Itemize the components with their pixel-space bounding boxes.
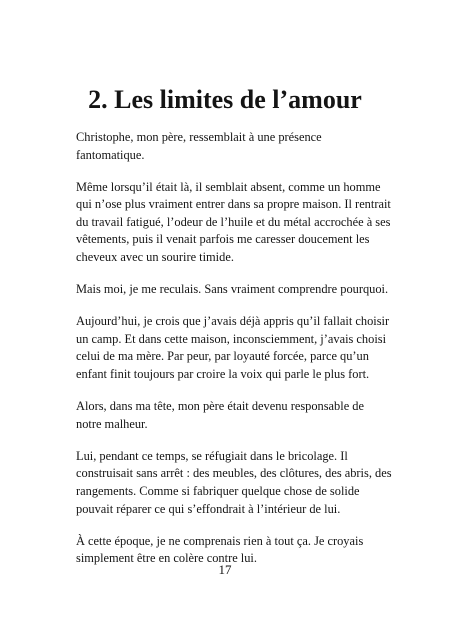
paragraph: Même lorsqu’il était là, il semblait absent, comme un homme qui n’ose plus vraiment entrer dans sa propre maison. Il rentrait du travail fatigué, l’odeur de l’huile et du métal accrochée à ses vêtements, puis il venait parfois me caresser doucement les cheveux avec un sourire timide. bbox=[76, 179, 391, 265]
page-number: 17 bbox=[218, 562, 232, 577]
paragraph: Aujourd’hui, je crois que j’avais déjà appris qu’il fallait choisir un camp. Et dans cette maison, inconsciemment, j’avais choisi celui de ma mère. Par peur, par loyauté forcée, parce qu’un enfant finit toujours par croire la voix qui parle le plus fort. bbox=[76, 314, 390, 382]
paragraph: Alors, dans ma tête, mon père était devenu responsable de notre malheur. bbox=[76, 399, 364, 431]
chapter-title: 2. Les limites de l’amour bbox=[88, 85, 362, 114]
paragraph: Lui, pendant ce temps, se réfugiait dans le bricolage. Il construisait sans arrêt : des meubles, des clôtures, des abris, des rangements. Comme si fabriquer quelque chose de solide pouvait réparer ce qui s’effondrait à l’intérieur de lui. bbox=[76, 448, 392, 516]
chapter-body bbox=[76, 129, 392, 582]
paragraph: À cette époque, je ne comprenais rien à tout ça. Je croyais simplement être en colère contre lui. bbox=[76, 533, 364, 566]
paragraph: Mais moi, je me reculais. Sans vraiment comprendre pourquoi. bbox=[76, 282, 389, 297]
paragraph: Christophe, mon père, ressemblait à une présence fantomatique. bbox=[76, 130, 322, 162]
